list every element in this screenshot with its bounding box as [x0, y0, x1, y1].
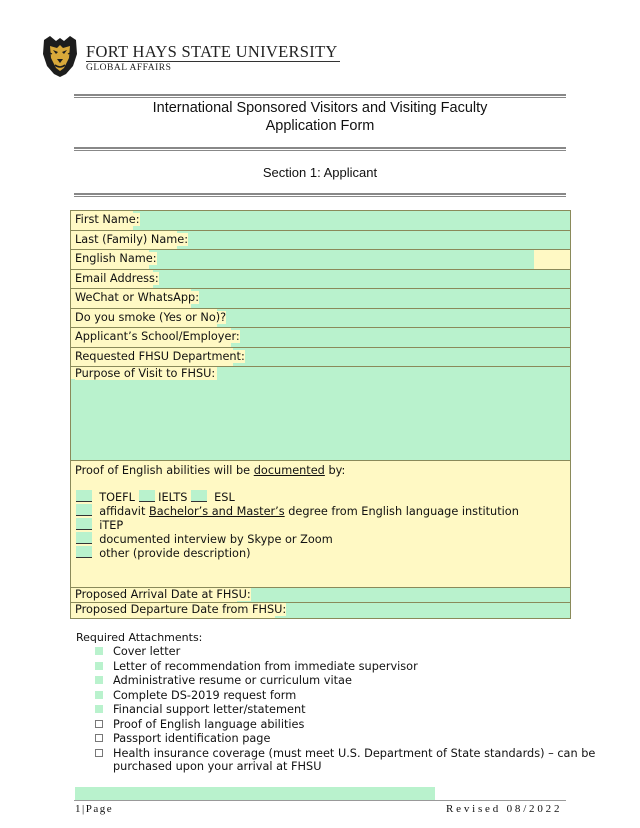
email-field[interactable]	[153, 270, 570, 289]
university-logo	[40, 34, 338, 80]
attachment-item	[95, 645, 180, 658]
itep-line	[76, 518, 123, 532]
attachment-label: Financial support letter/statement	[113, 703, 306, 716]
esl-label: ESL	[214, 491, 235, 504]
attachment-label: Complete DS-2019 request form	[113, 688, 297, 702]
wechat-label: WeChat or WhatsApp:	[75, 291, 200, 304]
english-proof-label	[75, 464, 345, 477]
attachment-checkbox[interactable]	[95, 734, 103, 742]
attachment-item	[95, 660, 418, 673]
smoke-field[interactable]	[217, 309, 570, 328]
first-name-row	[71, 211, 570, 231]
attachment-label: Cover letter	[113, 645, 181, 658]
applicant-form	[70, 210, 571, 619]
title-rule-top	[74, 94, 566, 98]
first-name-label: First Name:	[75, 213, 140, 226]
logo-divider	[86, 61, 340, 62]
affidavit-line	[76, 504, 519, 518]
interview-label: documented interview by Skype or Zoom	[99, 533, 333, 546]
section-title: Section 1: Applicant	[262, 165, 378, 180]
email-row	[71, 270, 570, 290]
affidavit-blank[interactable]	[76, 504, 92, 516]
attachment-label: Administrative resume or curriculum vitae	[113, 674, 352, 687]
form-title	[74, 99, 566, 135]
affidavit-degrees: Bachelor’s and Master’s	[148, 505, 285, 518]
attachment-checkbox[interactable]	[95, 749, 103, 757]
university-name: FORT HAYS STATE UNIVERSITY	[86, 42, 338, 61]
last-name-field[interactable]	[177, 231, 570, 250]
attachment-continuation: purchased upon your arrival at FHSU	[113, 760, 322, 773]
attachment-label: Proof of English language abilities	[113, 717, 305, 731]
purpose-label: Purpose of Visit to FHSU:	[75, 367, 216, 380]
form-title-line1: International Sponsored Visitors and Visiting Faculty	[152, 100, 488, 116]
attachment-item	[95, 718, 304, 731]
itep-label: iTEP	[99, 519, 124, 532]
attachment-checkbox[interactable]	[95, 647, 103, 655]
english-proof-underlined: documented	[253, 464, 325, 477]
english-proof-end: by:	[328, 464, 346, 477]
tiger-head-icon	[40, 34, 80, 78]
page-number: 1|Page	[75, 803, 114, 815]
attachment-label: Health insurance coverage (must meet U.S. Department of State standards) – can be	[113, 746, 596, 760]
last-name-row	[71, 231, 570, 251]
departure-field[interactable]	[275, 603, 570, 618]
department-label: Requested FHSU Department:	[75, 349, 245, 363]
department-row	[71, 348, 570, 368]
departure-label: Proposed Departure Date from FHSU:	[75, 603, 287, 616]
attachment-checkbox[interactable]	[95, 662, 103, 670]
toefl-blank[interactable]	[76, 490, 92, 502]
school-row	[71, 328, 570, 348]
attachment-item	[95, 703, 306, 716]
arrival-row	[71, 588, 570, 603]
english-name-field[interactable]	[149, 250, 534, 269]
ielts-label: IELTS	[158, 491, 188, 504]
english-proof-section	[71, 461, 570, 588]
smoke-row	[71, 309, 570, 329]
affidavit-degree-text: degree from English language institution	[288, 505, 519, 518]
attachment-label: Passport identification page	[113, 732, 271, 745]
arrival-field[interactable]	[237, 588, 570, 602]
test-options-line	[76, 490, 235, 504]
school-label: Applicant’s School/Employer:	[75, 330, 240, 343]
attachment-item	[95, 674, 352, 687]
ielts-blank[interactable]	[139, 490, 155, 502]
first-name-field[interactable]	[133, 211, 570, 230]
attachment-item	[95, 747, 595, 760]
english-name-label: English Name:	[75, 252, 157, 265]
school-field[interactable]	[231, 328, 570, 347]
interview-blank[interactable]	[76, 532, 92, 544]
attachment-checkbox[interactable]	[95, 720, 103, 728]
smoke-label: Do you smoke (Yes or No)?	[75, 310, 227, 324]
itep-blank[interactable]	[76, 518, 92, 530]
other-label: other (provide description)	[99, 547, 251, 560]
attachment-label: Letter of recommendation from immediate supervisor	[113, 659, 418, 673]
other-blank[interactable]	[76, 546, 92, 558]
attachment-item	[95, 689, 296, 702]
english-name-row	[71, 250, 570, 270]
arrival-label: Proposed Arrival Date at FHSU:	[75, 588, 251, 601]
other-line	[76, 546, 251, 560]
english-proof-intro: Proof of English abilities will be	[75, 464, 251, 477]
attachments-title: Required Attachments:	[76, 631, 203, 644]
department-name: GLOBAL AFFAIRS	[86, 63, 172, 73]
wechat-field[interactable]	[191, 289, 570, 308]
title-rule-bottom	[74, 147, 566, 151]
footer-rule	[74, 800, 566, 801]
departure-row	[71, 603, 570, 618]
form-title-line2: Application Form	[265, 118, 375, 134]
attachment-checkbox[interactable]	[95, 691, 103, 699]
attachment-checkbox[interactable]	[95, 705, 103, 713]
section-rule	[74, 193, 566, 197]
attachment-checkbox[interactable]	[95, 676, 103, 684]
department-field[interactable]	[233, 348, 570, 367]
footer-field[interactable]	[75, 787, 435, 800]
esl-blank[interactable]	[191, 490, 207, 502]
affidavit-label: affidavit	[99, 505, 146, 518]
toefl-label: TOEFL	[99, 491, 135, 504]
wechat-row	[71, 289, 570, 309]
purpose-field[interactable]	[71, 367, 570, 461]
attachment-item	[95, 732, 270, 745]
last-name-label: Last (Family) Name:	[75, 232, 189, 246]
email-label: Email Address:	[75, 271, 159, 285]
revision-date: Revised 08/2022	[446, 803, 563, 815]
interview-line	[76, 532, 333, 546]
